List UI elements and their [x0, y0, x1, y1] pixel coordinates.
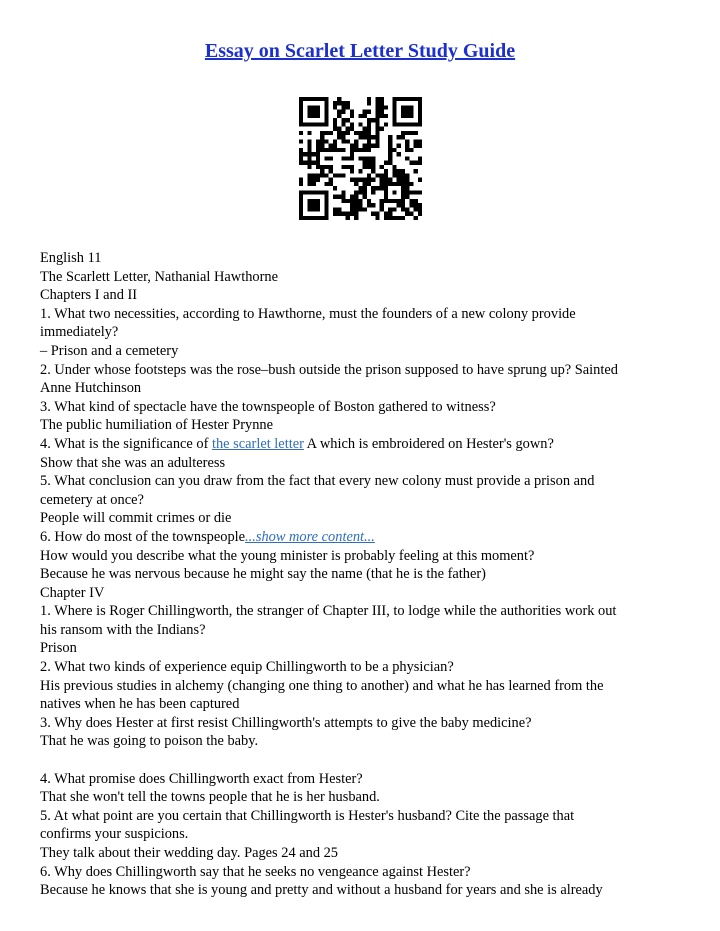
- text-line: The Scarlett Letter, Nathanial Hawthorne: [40, 268, 278, 285]
- text-line: They talk about their wedding day. Pages 24 and 25: [40, 845, 339, 861]
- text-line: 5. At what point are you certain that Chillingworth is Hester's husband? Cite the passage that: [40, 807, 575, 824]
- text-line: 1. Where is Roger Chillingworth, the stranger of Chapter III, to lodge while the authorities work out: [40, 603, 617, 620]
- q4-text-before: 4. What is the significance of: [40, 435, 212, 452]
- text-line: 6. Why does Chillingworth say that he seeks no vengeance against Hester?: [40, 863, 471, 880]
- text-line: His previous studies in alchemy (changing one thing to another) and what he has learned from the: [40, 677, 604, 694]
- text-line: Because he knows that she is young and pretty and without a husband for years and she is already: [40, 882, 603, 899]
- text-line: Anne Hutchinson: [40, 380, 142, 397]
- text-line: 5. What conclusion can you draw from the fact that every new colony must provide a prison and: [40, 473, 595, 490]
- title-link[interactable]: Essay on Scarlet Letter Study Guide: [204, 40, 516, 62]
- text-line: People will commit crimes or die: [40, 510, 232, 527]
- text-line: his ransom with the Indians?: [40, 621, 206, 638]
- text-line: English 11: [40, 250, 102, 266]
- text-line: Chapter IV: [40, 584, 105, 601]
- document-body: [40, 249, 690, 900]
- page-title: [0, 38, 720, 64]
- text-line: – Prison and a cemetery: [40, 342, 179, 359]
- text-line: 2. What two kinds of experience equip Chillingworth to be a physician?: [40, 659, 454, 676]
- text-line-q6: [40, 528, 690, 547]
- q6-text-before: 6. How do most of the townspeople: [40, 528, 246, 545]
- text-line: That he was going to poison the baby.: [40, 733, 259, 750]
- text-line-q4: [40, 435, 690, 454]
- text-line: cemetery at once?: [40, 491, 144, 508]
- text-line: The public humiliation of Hester Prynne: [40, 417, 273, 434]
- text-line: Prison: [40, 640, 77, 657]
- text-line: That she won't tell the towns people that he is her husband.: [40, 789, 380, 806]
- text-line: Chapters I and II: [40, 287, 138, 304]
- text-line: confirms your suspicions.: [40, 826, 189, 843]
- q4-text-after: A which is embroidered on Hester's gown?: [303, 435, 554, 452]
- text-line: How would you describe what the young minister is probably feeling at this moment?: [40, 547, 535, 564]
- text-line: immediately?: [40, 324, 119, 341]
- text-line: 4. What promise does Chillingworth exact from Hester?: [40, 770, 363, 787]
- scarlet-letter-link[interactable]: the scarlet letter: [211, 435, 304, 452]
- text-line: 2. Under whose footsteps was the rose–bush outside the prison supposed to have sprung up? Sainted: [40, 361, 618, 378]
- text-line: Because he was nervous because he might say the name (that he is the father): [40, 566, 486, 583]
- text-line: 3. Why does Hester at first resist Chillingworth's attempts to give the baby medicine?: [40, 714, 532, 731]
- blank-line: [40, 751, 690, 770]
- qr-code-icon: [299, 97, 422, 220]
- text-line: 1. What two necessities, according to Hawthorne, must the founders of a new colony provide: [40, 305, 576, 322]
- text-line: Show that she was an adulteress: [40, 454, 226, 471]
- text-line: 3. What kind of spectacle have the townspeople of Boston gathered to witness?: [40, 398, 496, 415]
- show-more-link[interactable]: ...show more content...: [245, 528, 375, 545]
- text-line: natives when he has been captured: [40, 696, 240, 713]
